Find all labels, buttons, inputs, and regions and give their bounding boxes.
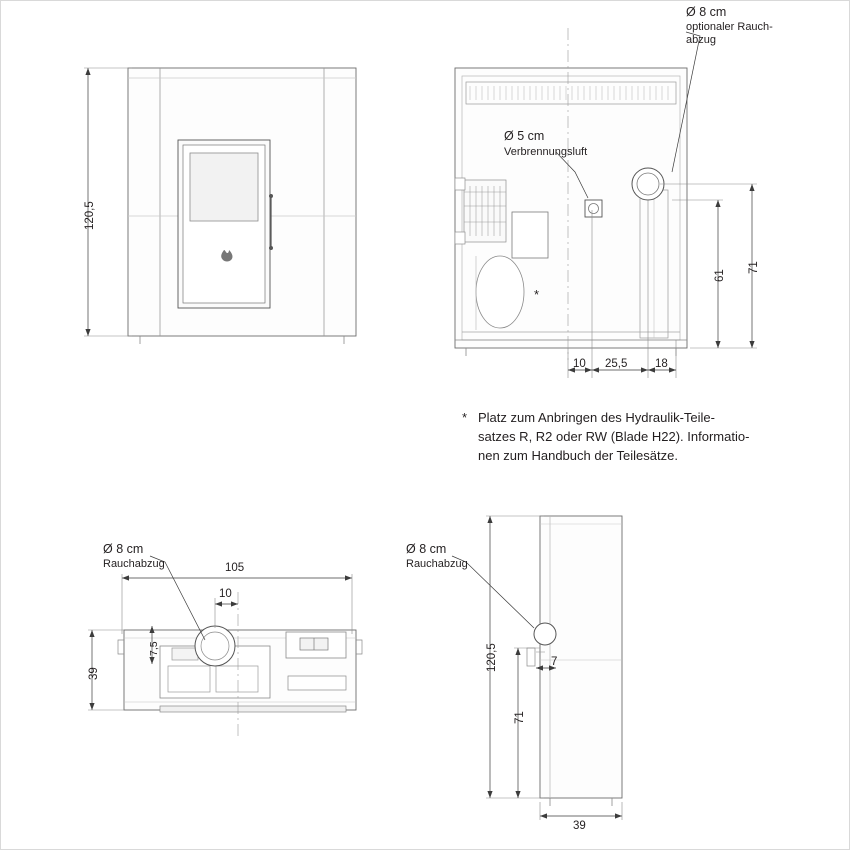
section-dim-10: 10 bbox=[573, 358, 586, 370]
footnote-line3: nen zum Handbuch der Teilesätze. bbox=[478, 448, 678, 463]
side-dim-39: 39 bbox=[573, 820, 586, 832]
section-dim-61: 61 bbox=[714, 269, 726, 282]
front-height-dimension-label: 120,5 bbox=[84, 201, 96, 230]
side-dim-120-5: 120,5 bbox=[486, 643, 498, 672]
footnote-line2: satzes R, R2 oder RW (Blade H22). Informatio- bbox=[478, 429, 750, 444]
side-flue-callout-line2: Rauchabzug bbox=[406, 558, 468, 570]
hydraulic-kit-footnote bbox=[462, 408, 808, 465]
side-dim-7: 7 bbox=[551, 656, 558, 668]
top-flue-callout-line2: Rauchabzug bbox=[103, 558, 165, 570]
section-dim-18: 18 bbox=[655, 358, 668, 370]
section-flue-callout-line2: optionaler Rauch- bbox=[686, 21, 773, 33]
footnote-line1: Platz zum Anbringen des Hydraulik-Teile- bbox=[478, 410, 715, 425]
section-dim-25-5: 25,5 bbox=[605, 358, 628, 370]
combustion-air-callout-line1: Ø 5 cm bbox=[504, 129, 545, 143]
top-flue-callout-line1: Ø 8 cm bbox=[103, 542, 144, 556]
hydraulic-kit-asterisk: * bbox=[534, 287, 540, 302]
top-dim-10: 10 bbox=[219, 588, 232, 600]
top-dim-105: 105 bbox=[225, 562, 245, 574]
section-flue-callout-line3: abzug bbox=[686, 34, 716, 46]
side-flue-callout-line1: Ø 8 cm bbox=[406, 542, 447, 556]
side-dim-71: 71 bbox=[514, 711, 526, 724]
section-dim-71: 71 bbox=[748, 261, 760, 274]
section-flue-callout-line1: Ø 8 cm bbox=[686, 5, 727, 19]
top-dim-39: 39 bbox=[88, 667, 100, 680]
combustion-air-callout-line2: Verbrennungsluft bbox=[504, 146, 588, 158]
top-dim-7-5: 7,5 bbox=[148, 641, 160, 656]
footnote-marker: * bbox=[462, 410, 468, 425]
